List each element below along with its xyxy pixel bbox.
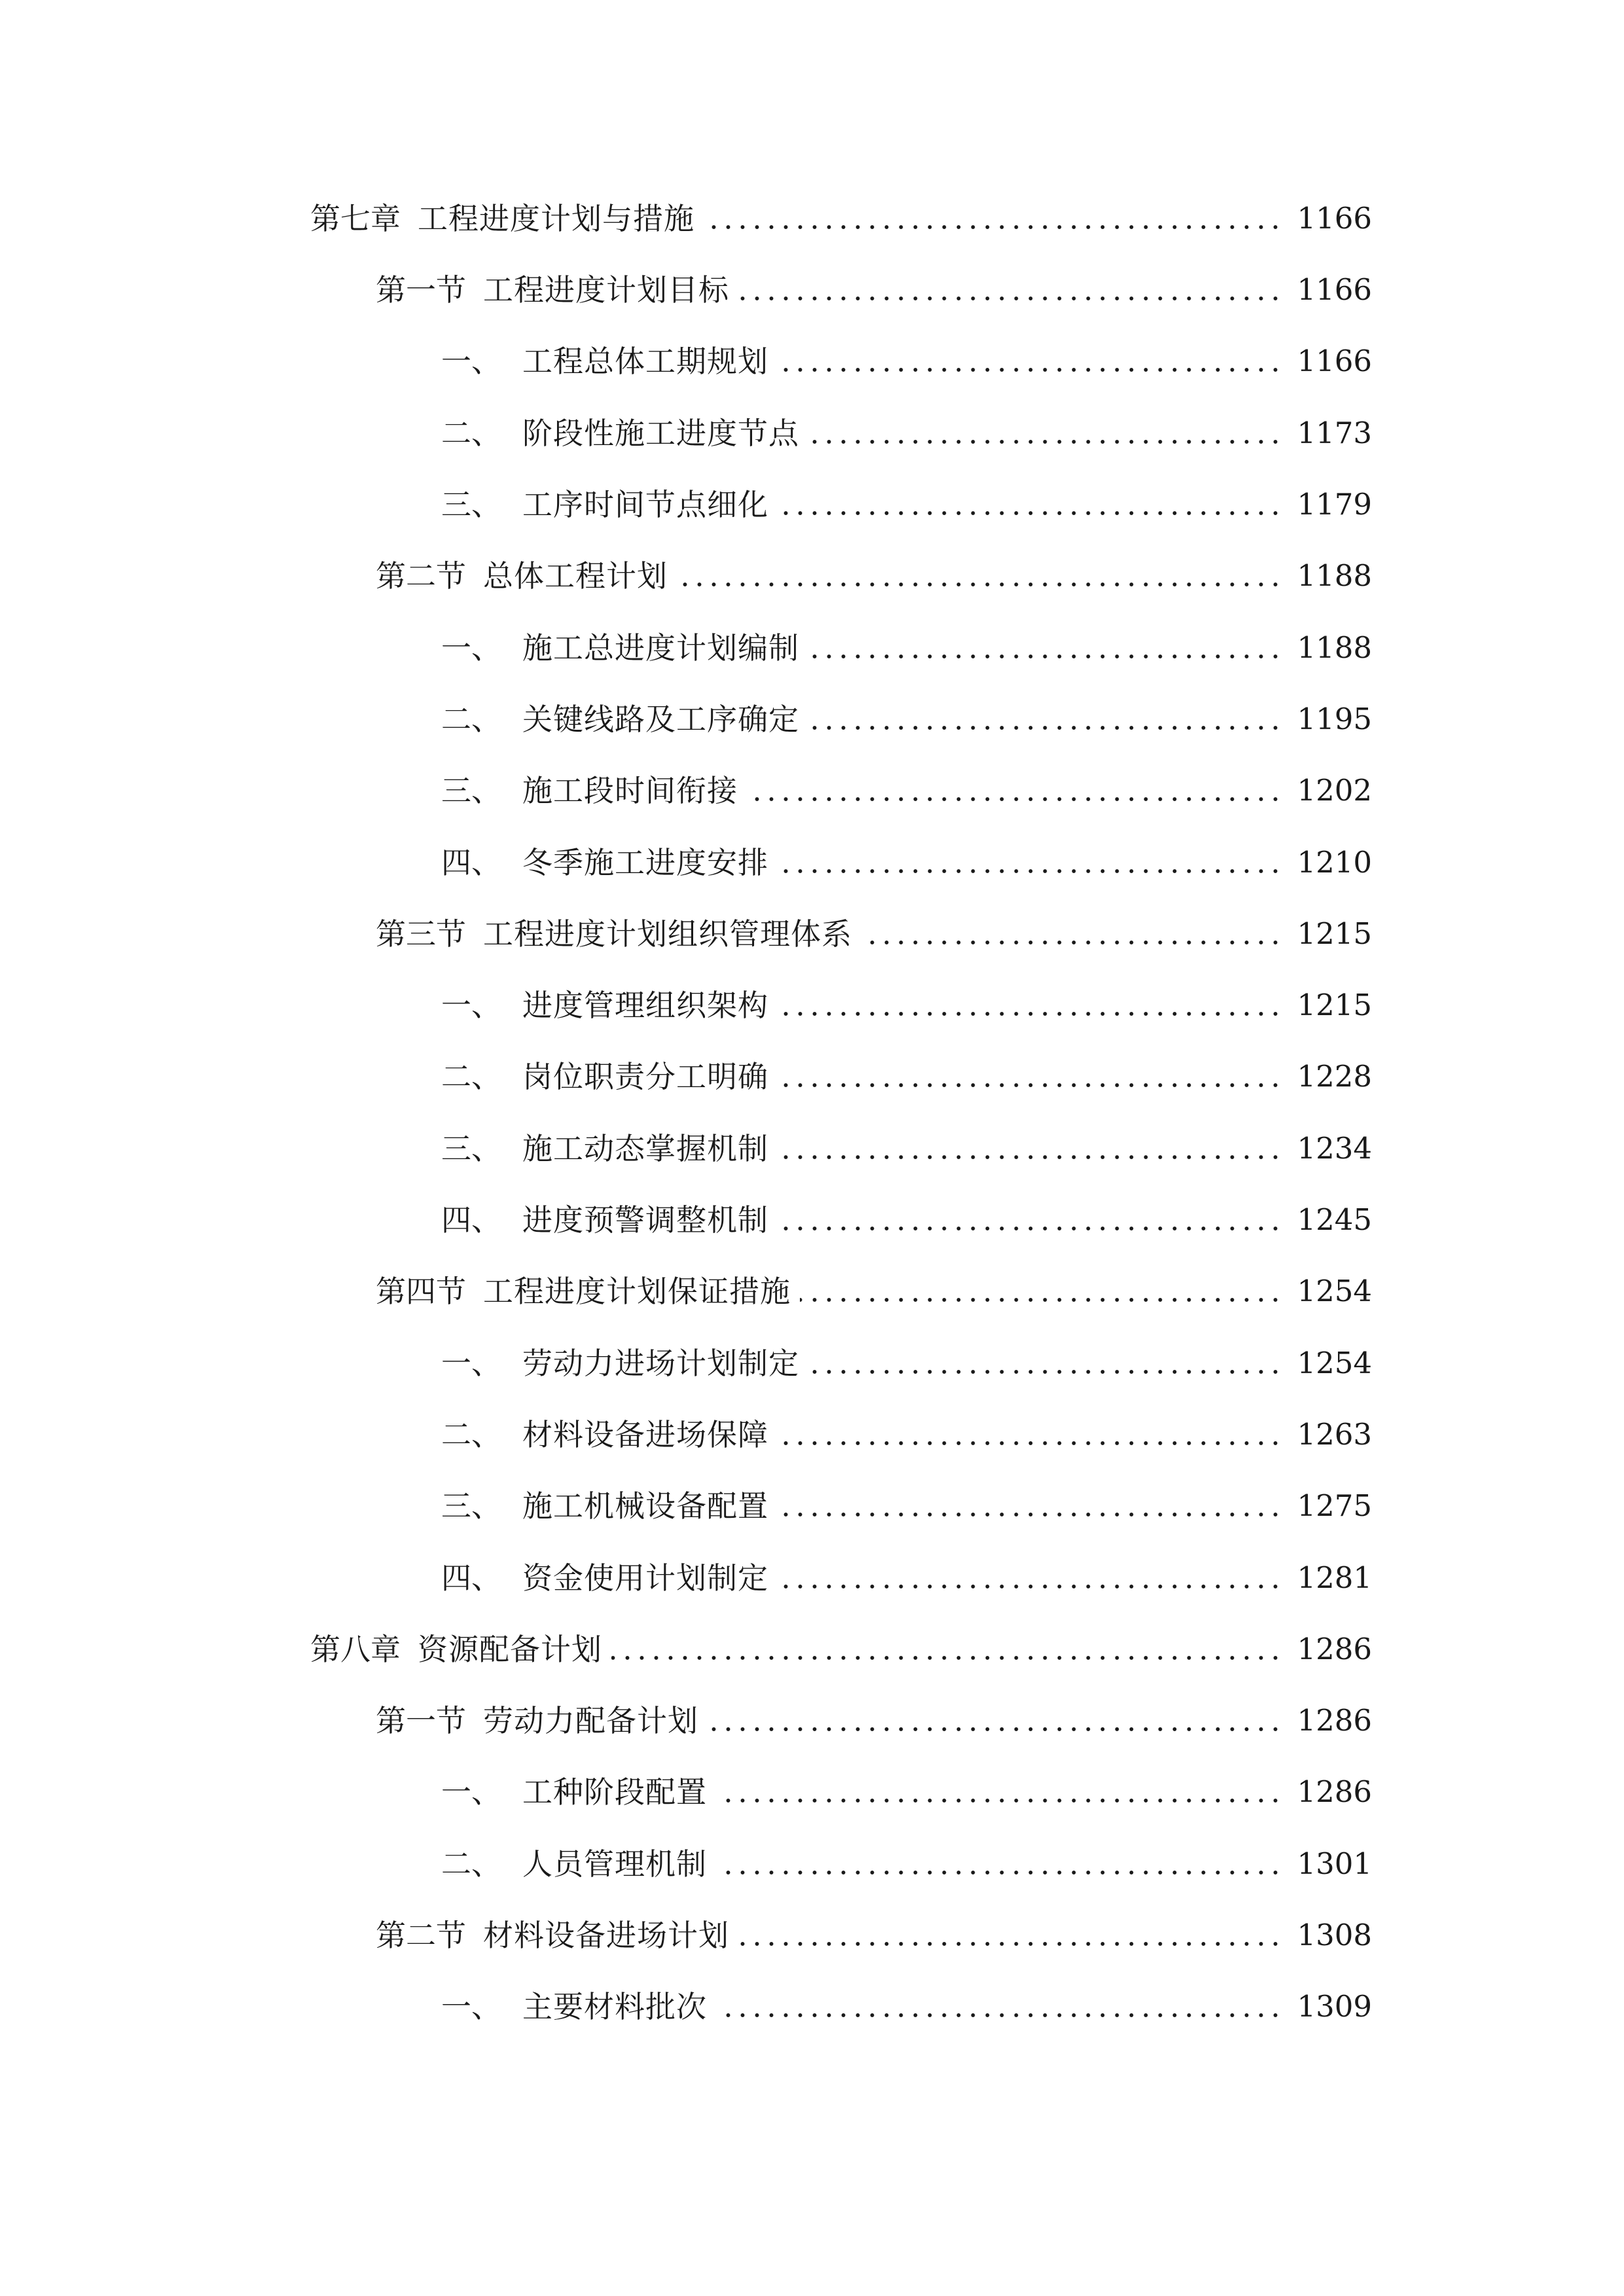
dot-leader xyxy=(808,653,1282,660)
toc-entry-number: 第二节 xyxy=(376,1918,466,1953)
dot-leader xyxy=(611,1654,1282,1662)
toc-entry-number: 一、 xyxy=(441,1989,501,2024)
toc-entry[interactable] xyxy=(441,1838,1372,1890)
toc-entry[interactable] xyxy=(441,1408,1372,1461)
toc-entry-number: 一、 xyxy=(441,988,501,1023)
toc-entry[interactable] xyxy=(376,264,1372,316)
toc-entry[interactable] xyxy=(441,1480,1372,1532)
toc-entry-number: 第一节 xyxy=(376,272,466,308)
toc-entry[interactable] xyxy=(441,335,1372,387)
toc-entry-number: 三、 xyxy=(441,1131,501,1166)
toc-entry-page: 1309 xyxy=(1297,1989,1372,2024)
dot-leader xyxy=(716,2011,1282,2019)
toc-entry-number: 三、 xyxy=(441,773,501,808)
toc-entry-page: 1254 xyxy=(1297,1274,1372,1308)
toc-entry-title: 劳动力配备计划 xyxy=(483,1703,698,1738)
toc-entry-title: 主要材料批次 xyxy=(522,1989,707,2024)
toc-entry-number: 第一节 xyxy=(376,1703,466,1738)
toc-entry-title: 施工总进度计划编制 xyxy=(522,630,799,666)
dot-leader xyxy=(778,1010,1282,1018)
toc-entry-title: 人员管理机制 xyxy=(522,1846,707,1882)
dot-leader xyxy=(800,1296,1282,1304)
toc-entry[interactable] xyxy=(310,1623,1372,1676)
toc-entry[interactable] xyxy=(441,693,1372,745)
toc-entry-number: 二、 xyxy=(441,1059,501,1094)
toc-entry[interactable] xyxy=(376,1265,1372,1318)
dot-leader xyxy=(778,867,1282,875)
toc-entry-title: 工程进度计划保证措施 xyxy=(483,1274,791,1309)
toc-entry[interactable] xyxy=(441,478,1372,531)
toc-entry-page: 1301 xyxy=(1297,1846,1372,1881)
toc-entry[interactable] xyxy=(441,1194,1372,1246)
dot-leader xyxy=(808,438,1282,446)
dot-leader xyxy=(778,1153,1282,1161)
toc-entry-number: 第二节 xyxy=(376,558,466,594)
toc-entry-title: 进度预警调整机制 xyxy=(522,1202,768,1238)
toc-entry-title: 施工动态掌握机制 xyxy=(522,1131,768,1166)
toc-entry-title: 资源配备计划 xyxy=(418,1632,602,1667)
toc-entry-page: 1210 xyxy=(1297,845,1372,880)
toc-entry-page: 1286 xyxy=(1297,1703,1372,1738)
dot-leader xyxy=(747,795,1282,803)
toc-entry[interactable] xyxy=(376,550,1372,602)
toc-entry-number: 一、 xyxy=(441,1774,501,1810)
dot-leader xyxy=(677,581,1282,588)
toc-entry-page: 1281 xyxy=(1297,1560,1372,1595)
dot-leader xyxy=(778,509,1282,517)
toc-entry-title: 工程进度计划与措施 xyxy=(418,201,695,236)
dot-leader xyxy=(708,1725,1282,1733)
toc-entry-number: 一、 xyxy=(441,344,501,379)
toc-entry-number: 三、 xyxy=(441,1488,501,1524)
toc-entry-page: 1166 xyxy=(1297,344,1372,378)
toc-entry-number: 二、 xyxy=(441,1417,501,1452)
dot-leader xyxy=(808,1368,1282,1376)
toc-entry-page: 1245 xyxy=(1297,1202,1372,1237)
toc-entry-number: 一、 xyxy=(441,630,501,666)
toc-entry-title: 工程进度计划组织管理体系 xyxy=(483,916,852,952)
toc-entry-title: 工程进度计划目标 xyxy=(483,272,729,308)
toc-entry-page: 1188 xyxy=(1297,630,1372,665)
dot-leader xyxy=(704,223,1282,231)
toc-entry-number: 二、 xyxy=(441,416,501,451)
dot-leader xyxy=(778,1511,1282,1518)
dot-leader xyxy=(778,366,1282,374)
dot-leader xyxy=(778,1081,1282,1089)
toc-entry[interactable] xyxy=(310,192,1372,245)
toc-entry-page: 1179 xyxy=(1297,487,1372,522)
toc-entry-number: 第八章 xyxy=(310,1632,401,1667)
toc-entry-page: 1188 xyxy=(1297,558,1372,593)
dot-leader xyxy=(778,1439,1282,1447)
toc-entry-title: 阶段性施工进度节点 xyxy=(522,416,799,451)
toc-entry-title: 进度管理组织架构 xyxy=(522,988,768,1023)
toc-entry[interactable] xyxy=(441,1122,1372,1175)
toc-entry-number: 三、 xyxy=(441,487,501,522)
toc-entry-number: 第四节 xyxy=(376,1274,466,1309)
toc-entry-page: 1254 xyxy=(1297,1346,1372,1380)
toc-entry-number: 一、 xyxy=(441,1346,501,1381)
toc-entry-page: 1173 xyxy=(1297,416,1372,450)
toc-entry[interactable] xyxy=(376,1695,1372,1747)
dot-leader xyxy=(738,295,1282,302)
toc-entry-title: 工序时间节点细化 xyxy=(522,487,768,522)
toc-entry-page: 1263 xyxy=(1297,1417,1372,1452)
toc-entry-number: 第七章 xyxy=(310,201,401,236)
toc-entry-page: 1166 xyxy=(1297,201,1372,236)
toc-entry-page: 1202 xyxy=(1297,773,1372,808)
dot-leader xyxy=(716,1869,1282,1876)
toc-entry-page: 1215 xyxy=(1297,988,1372,1022)
toc-entry-title: 劳动力进场计划制定 xyxy=(522,1346,799,1381)
toc-entry[interactable] xyxy=(441,1337,1372,1390)
toc-entry-page: 1215 xyxy=(1297,916,1372,951)
toc-entry-number: 四、 xyxy=(441,1560,501,1596)
toc-entry[interactable] xyxy=(441,407,1372,459)
toc-entry-page: 1234 xyxy=(1297,1131,1372,1166)
toc-entry[interactable] xyxy=(376,908,1372,960)
dot-leader xyxy=(738,1940,1282,1948)
toc-entry-title: 资金使用计划制定 xyxy=(522,1560,768,1596)
toc-entry-page: 1195 xyxy=(1297,702,1372,736)
toc-entry-page: 1166 xyxy=(1297,272,1372,307)
toc-entry[interactable] xyxy=(441,1766,1372,1818)
toc-entry[interactable] xyxy=(441,622,1372,674)
toc-entry-number: 四、 xyxy=(441,1202,501,1238)
toc-entry[interactable] xyxy=(441,1552,1372,1604)
toc-entry-title: 工种阶段配置 xyxy=(522,1774,707,1810)
toc-entry-page: 1308 xyxy=(1297,1918,1372,1952)
toc-entry[interactable] xyxy=(441,979,1372,1031)
toc-entry[interactable] xyxy=(441,836,1372,889)
toc-entry-title: 总体工程计划 xyxy=(483,558,668,594)
toc-entry-page: 1286 xyxy=(1297,1774,1372,1809)
dot-leader xyxy=(778,1583,1282,1590)
toc-entry-page: 1286 xyxy=(1297,1632,1372,1666)
toc-entry[interactable] xyxy=(441,1050,1372,1103)
toc-entry-title: 材料设备进场保障 xyxy=(522,1417,768,1452)
dot-leader xyxy=(808,724,1282,732)
toc-entry-title: 岗位职责分工明确 xyxy=(522,1059,768,1094)
dot-leader xyxy=(778,1225,1282,1232)
toc-entry-number: 四、 xyxy=(441,845,501,880)
toc-entry[interactable] xyxy=(441,764,1372,817)
toc-entry-number: 二、 xyxy=(441,702,501,737)
toc-entry[interactable] xyxy=(376,1909,1372,1962)
toc-entry-number: 二、 xyxy=(441,1846,501,1882)
dot-leader xyxy=(861,939,1282,946)
toc-entry-title: 施工段时间衔接 xyxy=(522,773,738,808)
toc-entry-title: 工程总体工期规划 xyxy=(522,344,768,379)
dot-leader xyxy=(716,1797,1282,1804)
toc-entry-title: 材料设备进场计划 xyxy=(483,1918,729,1953)
toc-entry-title: 冬季施工进度安排 xyxy=(522,845,768,880)
toc-entry-page: 1275 xyxy=(1297,1488,1372,1523)
toc-entry-title: 关键线路及工序确定 xyxy=(522,702,799,737)
toc-entry-page: 1228 xyxy=(1297,1059,1372,1094)
toc-entry[interactable] xyxy=(441,1981,1372,2033)
toc-entry-number: 第三节 xyxy=(376,916,466,952)
toc-entry-title: 施工机械设备配置 xyxy=(522,1488,768,1524)
